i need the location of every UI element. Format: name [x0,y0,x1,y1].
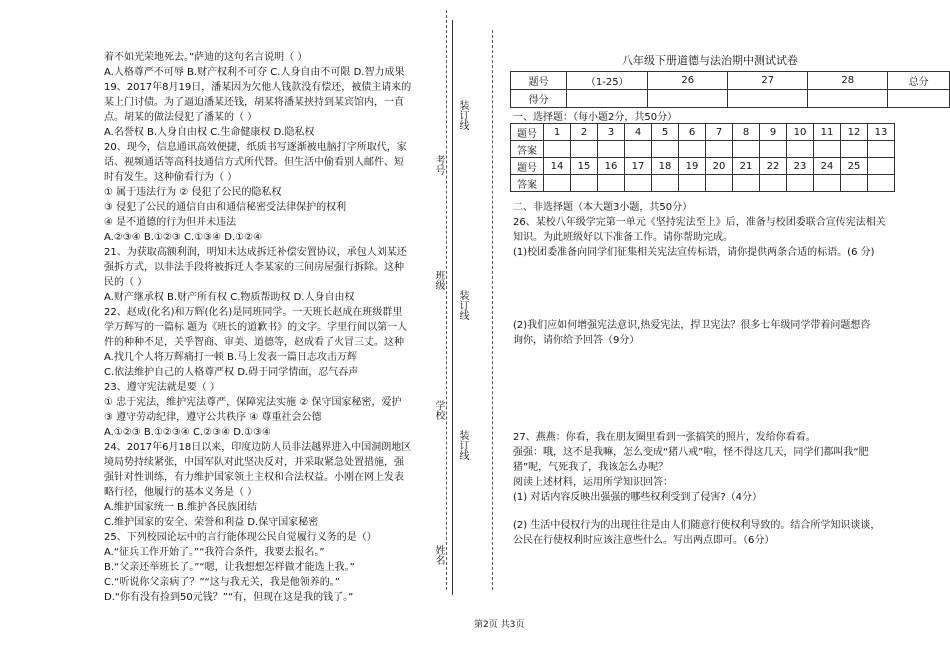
text-line: 点。胡某的做法侵犯了潘某的（ ） [104,112,258,123]
answer-space[interactable] [513,505,913,515]
answer-cell[interactable] [652,141,679,158]
text-line: 某上门讨债。为了逼迫潘某还钱，胡某将潘某挟持到某宾馆内，一直 [104,97,404,108]
score-table [510,71,950,108]
answer-cell[interactable] [868,141,895,158]
question-number: 23 [787,158,814,175]
text-line: ① 属于违法行为 ② 侵犯了公民的隐私权 [104,187,282,198]
left-question-column [104,50,434,605]
question-number: 8 [733,124,760,141]
answer-row-label: 答案 [511,175,544,192]
binding-label: 装订线 [457,430,468,460]
text-line: A.②③④ B.①②③ C.①③④ D.①②④ [104,232,263,243]
binding-label: 装订线 [457,100,468,130]
text-line: 22、赵成(化名)和万辉(化名)是同班同学。一天班长赵成在班级群里 [104,307,403,318]
answer-cell[interactable] [841,141,868,158]
answer-table [510,123,895,192]
question-number: 18 [652,158,679,175]
answer-cell[interactable] [841,175,868,192]
question-number: 22 [760,158,787,175]
q26-part2: 询你，请你给予回答（9分） [513,335,640,346]
answer-cell[interactable] [706,141,733,158]
q26-text: 知识。为此班级好以下准备工作。请你帮助完成。 [513,232,733,243]
answer-cell[interactable] [544,175,571,192]
text-line: 着不如光荣地死去。”萨迪的这句名言说明（ ） [104,52,308,63]
answer-cell[interactable] [679,141,706,158]
answer-cell[interactable] [706,175,733,192]
answer-cell[interactable] [679,175,706,192]
text-line: 强拆方式，以非法手段将被拆迁人李某家的三间房屋强行拆除。这种 [104,262,404,273]
question-number: 1 [544,124,571,141]
q27-part1: (1) 对话内容反映出强强的哪些权利受到了侵害?（4分） [513,492,763,503]
score-header-cell: 27 [728,72,808,90]
text-line: 23、遵守宪法就是要（ ） [104,382,220,393]
answer-cell[interactable] [760,141,787,158]
question-number: 13 [868,124,895,141]
answer-space[interactable] [513,550,913,600]
text-line: B.“父亲还举班长了。”“嗯，让我想想怎样做才能选上我。” [104,562,355,573]
answer-cell[interactable] [733,175,760,192]
score-cell[interactable] [808,90,888,108]
question-number: 25 [841,158,868,175]
answer-cell[interactable] [571,141,598,158]
score-cell[interactable] [728,90,808,108]
answer-cell[interactable] [544,141,571,158]
question-number: 16 [598,158,625,175]
q27-text: 阅读上述材料，运用所学知识回答： [513,477,673,488]
answer-cell[interactable] [787,141,814,158]
question-number: 11 [814,124,841,141]
answer-space[interactable] [513,262,913,312]
question-number: 10 [787,124,814,141]
question-number: 19 [679,158,706,175]
text-line: C.维护国家的安全、荣誉和利益 D.保守国家秘密 [104,517,319,528]
score-header-cell: （1-25） [567,72,648,90]
text-line: ④ 是不道德的行为但并未违法 [104,217,237,228]
question-number: 21 [733,158,760,175]
answer-cell[interactable] [598,141,625,158]
answer-cell[interactable] [868,175,895,192]
text-line: 件的种种不足，关乎智商、审美、道德等，赵成看了火冒三丈。这种 [104,337,404,348]
question-number: 4 [625,124,652,141]
text-line: 话、视频通话等高科技通信方式所代替。但生活中偷看别人邮件、短 [104,157,404,168]
score-header-cell: 26 [648,72,728,90]
school-label: 学校 [433,400,444,420]
answer-cell[interactable] [760,175,787,192]
text-line: 25、下列校园论坛中的言行能体现公民自觉履行义务的是（） [104,532,377,543]
text-line: A.人格尊严不可辱 B.财产权利不可夺 C.人身自由不可限 D.智力成果 [104,67,405,78]
divider [492,30,493,590]
text-line: 学万辉写的一篇标 题为《班长的道歉书》的文字。字里行间以第一人 [104,322,408,333]
text-line: 21、为获取高额利润，明知未达成拆迁补偿安置协议，承包人刘某还 [104,247,407,258]
question-number: 5 [652,124,679,141]
question-number [868,158,895,175]
q26-part2: (2)我们应如何增强宪法意识,热爱宪法，捍卫宪法？很多七年级同学带着问题想咨 [513,320,871,331]
q27-text: 27、燕燕：你看，我在朋友圈里看到一张搞笑的照片，发给你看看。 [513,432,816,443]
question-number: 15 [571,158,598,175]
question-number: 17 [625,158,652,175]
text-line: A.维护国家统一 B.维护各民族团结 [104,502,258,513]
section-heading: 二、非选择题（本大题3小题，共50分） [513,202,693,213]
text-line: A.名誉权 B.人身自由权 C.生命健康权 D.隐私权 [104,127,315,138]
text-line: C.“听说你父亲病了？”“这与我无关，我是他领养的。” [104,577,340,588]
text-line: ③ 侵犯了公民的通信自由和通信秘密受法律保护的权利 [104,202,347,213]
score-cell[interactable] [567,90,648,108]
text-line: 略行径，他履行的基本义务是（ ） [104,487,258,498]
q26-text: 26、某校八年级学完第一单元《坚持宪法至上》后，准备与校团委联合宣传宪法相关 [513,217,886,228]
score-header-cell: 总分 [888,72,950,90]
divider [446,10,447,590]
page-number: 第2页 共3页 [474,620,525,630]
text-line: A.“征兵工作开始了。”“我符合条件，我要去报名。” [104,547,325,558]
question-number: 2 [571,124,598,141]
text-line: A.①②③ B.①②③④ C.②③④ D.①③④ [104,427,272,438]
question-number: 3 [598,124,625,141]
answer-cell[interactable] [625,141,652,158]
score-header-cell: 题号 [511,72,567,90]
class-label: 班级 [433,270,444,290]
answer-cell[interactable] [625,175,652,192]
score-cell[interactable] [648,90,728,108]
q26-part1: (1)校团委准备向同学们征集相关宪法宣传标语，请你提供两条合适的标语。(6 分) [513,247,875,258]
exam-title: 八年级下册道德与法治期中测试试卷 [622,54,798,67]
q27-part2: (2) 生活中侵权行为的出现往往是由人们随意行使权利导致的。结合所学知识谈谈， [513,520,881,531]
q27-part2: 公民在行使权利时应该注意些什么。写出两点即可。（6分） [513,535,775,546]
answer-cell[interactable] [814,175,841,192]
text-line: 20、现今，信息通讯高效便捷，纸质书写逐渐被电脑打字所取代，家 [104,142,407,153]
text-line: 19、2017年8月19日，潘某因为欠他人钱款没有偿还，被债主请来的 [104,82,412,93]
answer-cell[interactable] [787,175,814,192]
answer-cell[interactable] [814,141,841,158]
text-line: 时有发生。这种偷看行为（ ） [104,172,238,183]
answer-cell[interactable] [571,175,598,192]
text-line: D.“你有没有捡到50元钱？”“有，但现在这是我的钱了。” [104,592,354,603]
text-line: A.财产继承权 B.财产所有权 C.物质帮助权 D.人身自由权 [104,292,355,303]
question-number: 7 [706,124,733,141]
name-label: 姓名 [433,545,444,565]
text-line: ③ 遵守劳动纪律，遵守公共秩序 ④ 尊重社会公德 [104,412,322,423]
question-number: 6 [679,124,706,141]
question-number: 9 [760,124,787,141]
question-number: 20 [706,158,733,175]
answer-row-label: 题号 [511,124,544,141]
binding-label: 装订线 [457,290,468,320]
q27-text: 强强：哦，这不是我嘛，怎么变成“猪八戒”啦，怪不得这几天，同学们都叫我“肥 [513,447,869,458]
text-line: 强针对性训练，有力维护国家领土主权和合法权益。小刚在网上发表 [104,472,404,483]
answer-row-label: 答案 [511,141,544,158]
text-line: 民的（ ） [104,277,148,288]
answer-cell[interactable] [598,175,625,192]
text-line: C.依法维护自己的人格尊严权 D.碍于同学情面，忍气吞声 [104,367,359,378]
text-line: A.找几个人将万辉痛打一顿 B.马上发表一篇日志攻击万辉 [104,352,358,363]
q27-text: 猪”呢，气死我了，我该怎么办呢？ [513,462,669,473]
section-heading: 一、选择题：（每小题2分，共50分） [513,112,678,123]
question-number: 12 [841,124,868,141]
answer-cell[interactable] [733,141,760,158]
answer-cell[interactable] [652,175,679,192]
question-number: 24 [814,158,841,175]
binding-rule [452,20,453,595]
score-row-label: 得分 [511,90,567,108]
text-line: ① 忠于宪法，维护宪法尊严，保障宪法实施 ② 保守国家秘密，爱护 [104,397,402,408]
exam-number-label: 考号 [433,155,444,175]
answer-space[interactable] [513,350,913,425]
text-line: 24、2017年6月18日以来，印度边防人员非法越界进入中国洞朗地区 [104,442,412,453]
score-cell[interactable] [888,90,950,108]
score-header-cell: 28 [808,72,888,90]
question-number: 14 [544,158,571,175]
answer-row-label: 题号 [511,158,544,175]
text-line: 境局势持续紧张，中国军队对此坚决反对，并采取紧急处置措施，强 [104,457,404,468]
